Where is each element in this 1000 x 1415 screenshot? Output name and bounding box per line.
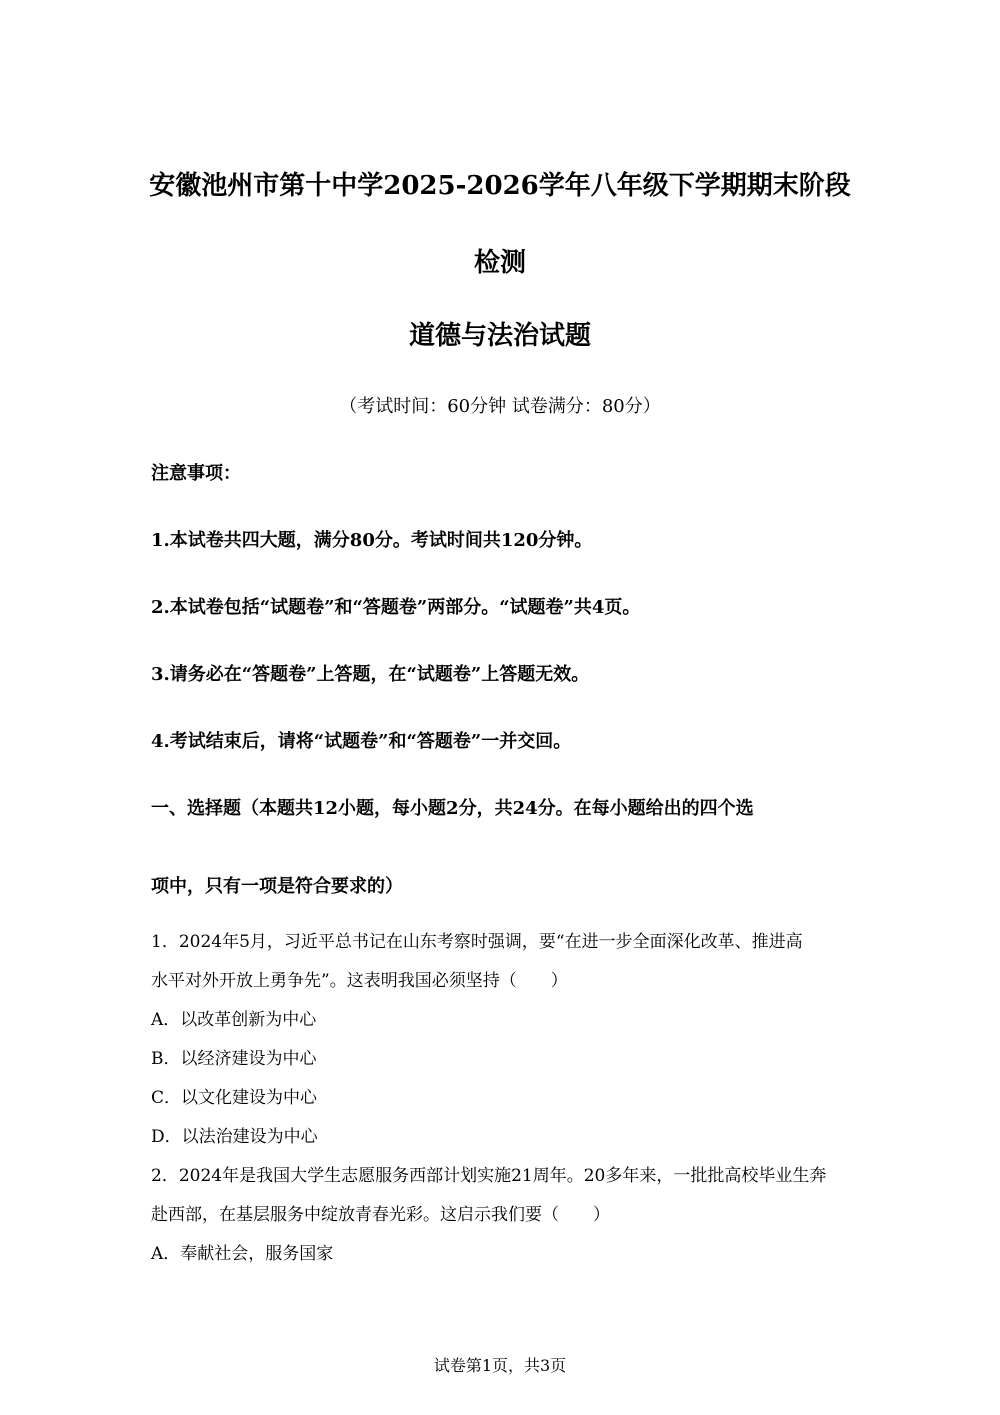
question-1-option-c: C．以文化建设为中心 [151, 1088, 318, 1108]
notice-item: 4.考试结束后，请将“试题卷”和“答题卷”一并交回。 [151, 731, 572, 752]
notice-item: 1.本试卷共四大题，满分80分。考试时间共120分钟。 [151, 530, 593, 551]
question-1-stem-line-2: 水平对外开放上勇争先”。这表明我国必须坚持（ ） [151, 971, 568, 991]
section-heading-line-1: 一、选择题（本题共12小题，每小题2分，共24分。在每小题给出的四个选 [151, 798, 754, 819]
question-1-option-b: B．以经济建设为中心 [151, 1049, 317, 1069]
notice-heading: 注意事项： [151, 463, 241, 484]
exam-title-line-1: 安徽池州市第十中学2025-2026学年八年级下学期期末阶段 [149, 171, 851, 201]
exam-title-line-2: 检测 [473, 248, 526, 278]
notice-item: 3.请务必在“答题卷”上答题，在“试题卷”上答题无效。 [151, 664, 590, 685]
page-footer: 试卷第1页，共3页 [433, 1356, 567, 1375]
question-1-option-a: A．以改革创新为中心 [151, 1010, 317, 1030]
section-heading-line-2: 项中，只有一项是符合要求的） [151, 876, 403, 897]
exam-time-info: （考试时间：60分钟 试卷满分：80分） [339, 396, 661, 417]
question-1-option-d: D．以法治建设为中心 [151, 1127, 318, 1147]
exam-subject-title: 道德与法治试题 [408, 321, 591, 351]
notice-item: 2.本试卷包括“试题卷”和“答题卷”两部分。“试题卷”共4页。 [151, 597, 641, 618]
question-2-option-a: A．奉献社会，服务国家 [151, 1244, 334, 1264]
question-2-stem-line-2: 赴西部，在基层服务中绽放青春光彩。这启示我们要（ ） [151, 1205, 610, 1225]
question-2-stem-line-1: 2．2024年是我国大学生志愿服务西部计划实施21周年。20多年来，一批批高校毕业生奔 [151, 1166, 827, 1186]
question-1-stem-line-1: 1．2024年5月，习近平总书记在山东考察时强调，要“在进一步全面深化改革、推进高 [151, 932, 803, 952]
